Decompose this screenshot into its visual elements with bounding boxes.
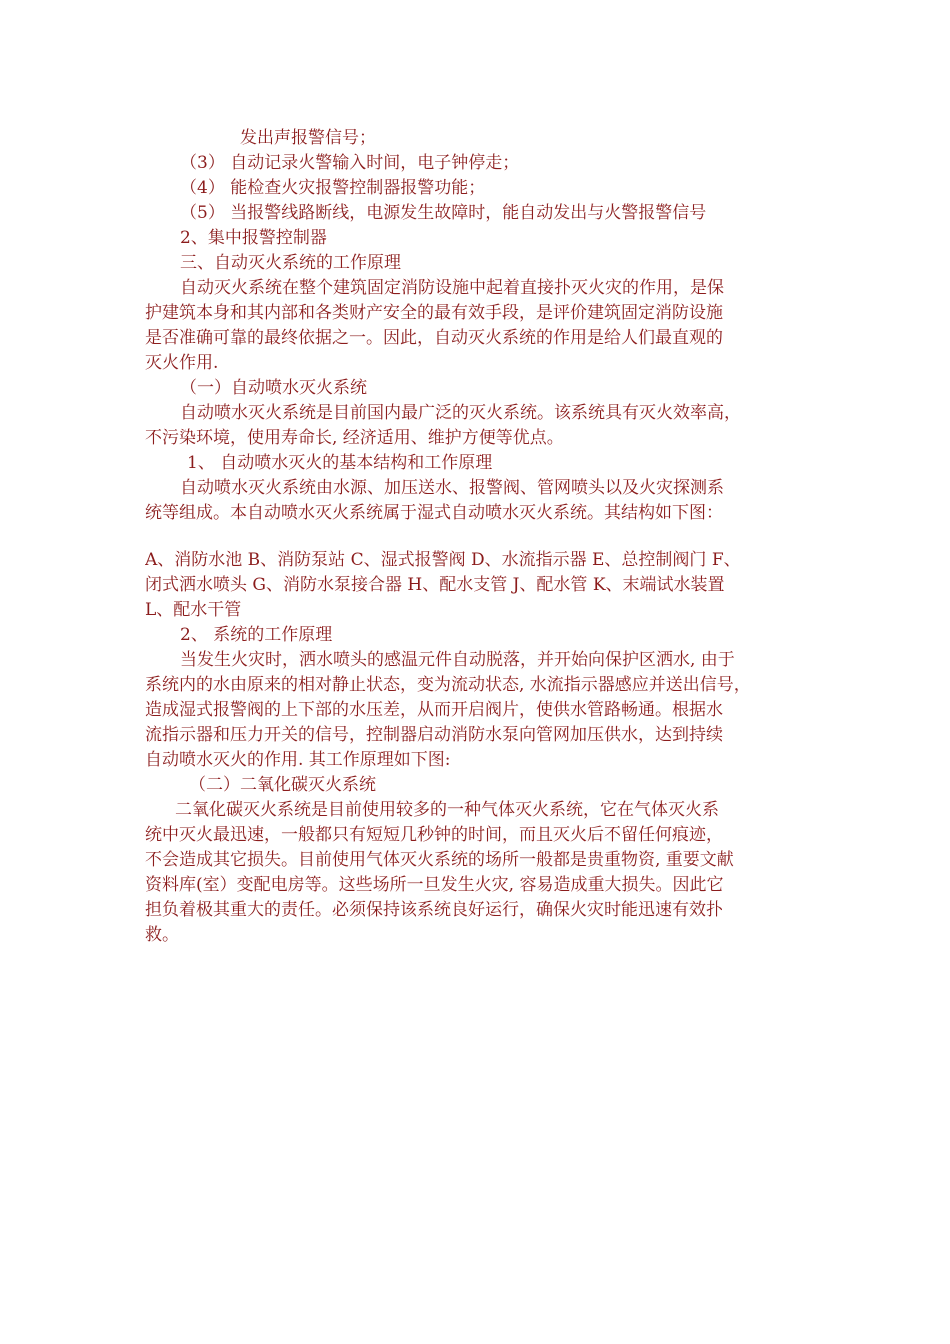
text-line-1: 发出声报警信号；: [240, 128, 376, 148]
text-line-32: 救。: [145, 925, 179, 945]
text-line-24: 流指示器和压力开关的信号，控制器启动消防水泵向管网加压供水，达到持续: [145, 725, 723, 745]
text-line-13: 不污染环境，使用寿命长, 经济适用、维护方便等优点。: [145, 428, 564, 448]
text-line-29: 不会造成其它损失。目前使用气体灭火系统的场所一般都是贵重物资, 重要文献: [145, 850, 734, 870]
text-line-9: 是否准确可靠的最终依据之一。因此，自动灭火系统的作用是给人们最直观的: [145, 328, 723, 348]
numbered-heading-working-principle: 2、 系统的工作原理: [180, 625, 333, 645]
text-line-18: 闭式洒水喷头 G、消防水泵接合器 H、配水支管 J、配水管 K、末端试水装置: [145, 575, 725, 595]
text-line-4: （5） 当报警线路断线，电源发生故障时，能自动发出与火警报警信号: [180, 203, 707, 223]
text-line-21: 当发生火灾时，洒水喷头的感温元件自动脱落，并开始向保护区洒水, 由于: [180, 650, 735, 670]
text-line-7: 自动灭火系统在整个建筑固定消防设施中起着直接扑灭火灾的作用，是保: [180, 278, 724, 298]
numbered-heading-basic-structure: 1、 自动喷水灭火的基本结构和工作原理: [187, 453, 493, 473]
text-line-19: L、配水干管: [145, 600, 242, 620]
text-line-17: A、消防水池 B、消防泵站 C、湿式报警阀 D、水流指示器 E、总控制阀门 F、: [145, 550, 741, 570]
text-line-25: 自动喷水灭火的作用. 其工作原理如下图:: [145, 750, 451, 770]
text-line-3: （4） 能检查火灾报警控制器报警功能；: [180, 178, 486, 198]
text-line-28: 统中灭火最迅速，一般都只有短短几秒钟的时间，而且灭火后不留任何痕迹，: [145, 825, 723, 845]
text-line-16: 统等组成。本自动喷水灭火系统属于湿式自动喷水灭火系统。其结构如下图：: [145, 503, 723, 523]
subsection-heading-sprinkler: （一）自动喷水灭火系统: [180, 378, 367, 398]
section-heading-central-alarm: 2、集中报警控制器: [180, 228, 327, 248]
text-line-30: 资料库(室）变配电房等。这些场所一旦发生火灾, 容易造成重大损失。因此它: [145, 875, 724, 895]
text-line-8: 护建筑本身和其内部和各类财产安全的最有效手段，是评价建筑固定消防设施: [145, 303, 723, 323]
text-line-10: 灭火作用.: [145, 353, 219, 373]
subsection-heading-co2: （二）二氧化碳灭火系统: [189, 775, 376, 795]
text-line-2: （3） 自动记录火警输入时间，电子钟停走；: [180, 153, 520, 173]
text-line-31: 担负着极其重大的责任。必须保持该系统良好运行，确保火灾时能迅速有效扑: [145, 900, 723, 920]
text-line-23: 造成湿式报警阀的上下部的水压差，从而开启阀片，使供水管路畅通。根据水: [145, 700, 723, 720]
text-line-12: 自动喷水灭火系统是目前国内最广泛的灭火系统。该系统具有灭火效率高，: [180, 403, 741, 423]
section-heading-auto-extinguishing: 三、自动灭火系统的工作原理: [180, 253, 401, 273]
text-line-15: 自动喷水灭火系统由水源、加压送水、报警阀、管网喷头以及火灾探测系: [180, 478, 724, 498]
text-line-22: 系统内的水由原来的相对静止状态，变为流动状态, 水流指示器感应并送出信号，: [145, 675, 751, 695]
text-line-27: 二氧化碳灭火系统是目前使用较多的一种气体灭火系统，它在气体灭火系: [175, 800, 719, 820]
